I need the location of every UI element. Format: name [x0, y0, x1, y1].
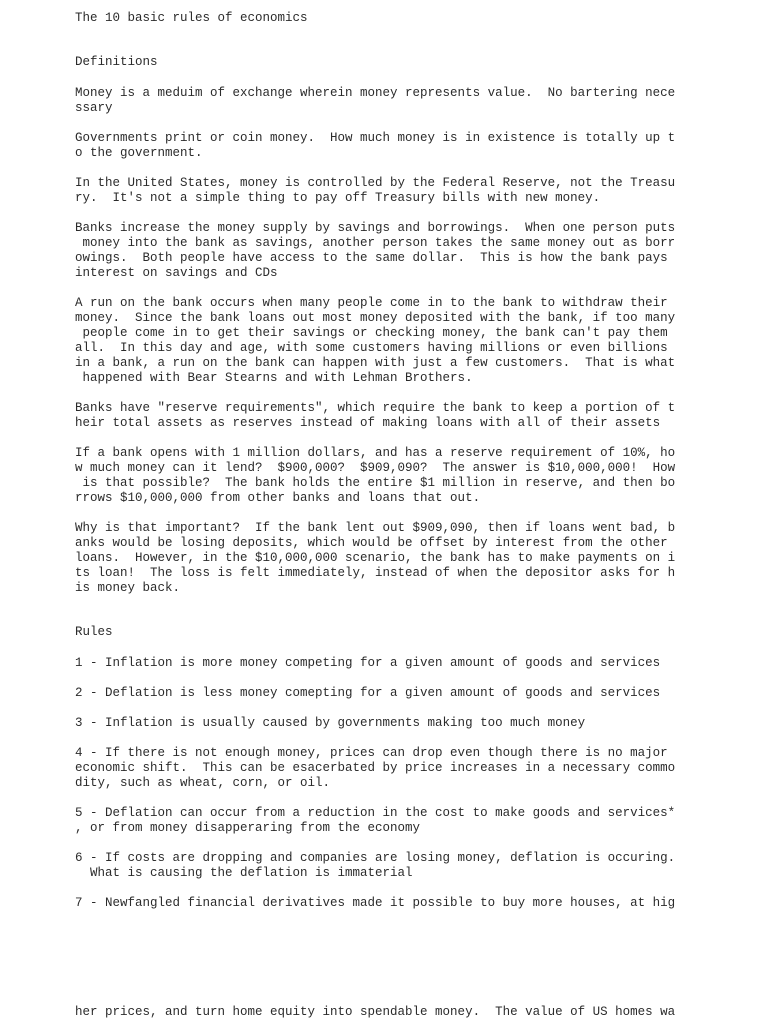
definition-line: If a bank opens with 1 million dollars, and has a reserve requirement of 10%, ho [75, 446, 676, 460]
definition-line: Why is that important? If the bank lent out $909,090, then if loans went bad, b [75, 521, 676, 535]
definition-paragraph [75, 221, 695, 281]
definition-paragraph [75, 521, 695, 596]
rule-line: 3 - Inflation is usually caused by governments making too much money [75, 716, 586, 730]
rule-paragraph [75, 686, 695, 701]
definitions-section [75, 86, 695, 596]
definition-line: is that possible? The bank holds the entire $1 million in reserve, and then bo [75, 476, 676, 490]
definition-line: rrows $10,000,000 from other banks and loans that out. [75, 491, 481, 505]
rule-paragraph [75, 806, 695, 836]
definition-line: heir total assets as reserves instead of making loans with all of their assets [75, 416, 661, 430]
definition-line: money. Since the bank loans out most money deposited with the bank, if too many [75, 311, 676, 325]
rule-paragraph [75, 716, 695, 731]
definition-line: money into the bank as savings, another person takes the same money out as borr [75, 236, 676, 250]
definition-line: ts loan! The loss is felt immediately, instead of when the depositor asks for h [75, 566, 676, 580]
definition-line: in a bank, a run on the bank can happen with just a few customers. That is what [75, 356, 676, 370]
definition-line: ry. It's not a simple thing to pay off Treasury bills with new money. [75, 191, 601, 205]
definition-line: is money back. [75, 581, 181, 595]
rule-paragraph [75, 896, 695, 911]
rule-paragraph [75, 851, 695, 881]
definition-line: anks would be losing deposits, which would be offset by interest from the other [75, 536, 668, 550]
definition-paragraph [75, 296, 695, 386]
definition-line: Banks increase the money supply by savings and borrowings. When one person puts [75, 221, 676, 235]
rule-paragraph [75, 656, 695, 671]
document-title: The 10 basic rules of economics [75, 11, 308, 25]
rule-line: 1 - Inflation is more money competing for a given amount of goods and services [75, 656, 661, 670]
document-page [75, 11, 695, 911]
definition-line: ssary [75, 101, 113, 115]
definition-line: people come in to get their savings or checking money, the bank can't pay them [75, 326, 668, 340]
rule-line: What is causing the deflation is immaterial [75, 866, 413, 880]
rule-line: dity, such as wheat, corn, or oil. [75, 776, 331, 790]
definition-line: o the government. [75, 146, 203, 160]
rules-section [75, 656, 695, 911]
definition-paragraph [75, 446, 695, 506]
definition-line: In the United States, money is controlled by the Federal Reserve, not the Treasu [75, 176, 676, 190]
definition-paragraph [75, 86, 695, 116]
rule-line: 5 - Deflation can occur from a reduction in the cost to make goods and services* [75, 806, 676, 820]
definition-paragraph [75, 176, 695, 206]
definition-line: w much money can it lend? $900,000? $909,090? The answer is $10,000,000! How [75, 461, 676, 475]
definition-line: interest on savings and CDs [75, 266, 278, 280]
rule-line: economic shift. This can be esacerbated by price increases in a necessary commo [75, 761, 676, 775]
definition-paragraph [75, 401, 695, 431]
definition-line: Governments print or coin money. How much money is in existence is totally up t [75, 131, 676, 145]
rules-heading: Rules [75, 625, 113, 639]
definition-line: all. In this day and age, with some customers having millions or even billions [75, 341, 668, 355]
rule-line: , or from money disapperaring from the economy [75, 821, 421, 835]
definition-line: owings. Both people have access to the same dollar. This is how the bank pays [75, 251, 668, 265]
definitions-heading: Definitions [75, 55, 158, 69]
definition-line: A run on the bank occurs when many people come in to the bank to withdraw their [75, 296, 668, 310]
definition-line: happened with Bear Stearns and with Lehman Brothers. [75, 371, 473, 385]
continuation-line: her prices, and turn home equity into spendable money. The value of US homes wa [75, 1005, 676, 1019]
rule-line: 2 - Deflation is less money comepting for a given amount of goods and services [75, 686, 661, 700]
definition-line: Banks have "reserve requirements", which require the bank to keep a portion of t [75, 401, 676, 415]
definition-line: loans. However, in the $10,000,000 scenario, the bank has to make payments on i [75, 551, 676, 565]
rule-paragraph [75, 746, 695, 791]
definition-line: Money is a meduim of exchange wherein money represents value. No bartering nece [75, 86, 676, 100]
rule-line: 4 - If there is not enough money, prices can drop even though there is no major [75, 746, 668, 760]
definition-paragraph [75, 131, 695, 161]
rule-line: 6 - If costs are dropping and companies are losing money, deflation is occuring. [75, 851, 676, 865]
rule-line: 7 - Newfangled financial derivatives made it possible to buy more houses, at hig [75, 896, 676, 910]
